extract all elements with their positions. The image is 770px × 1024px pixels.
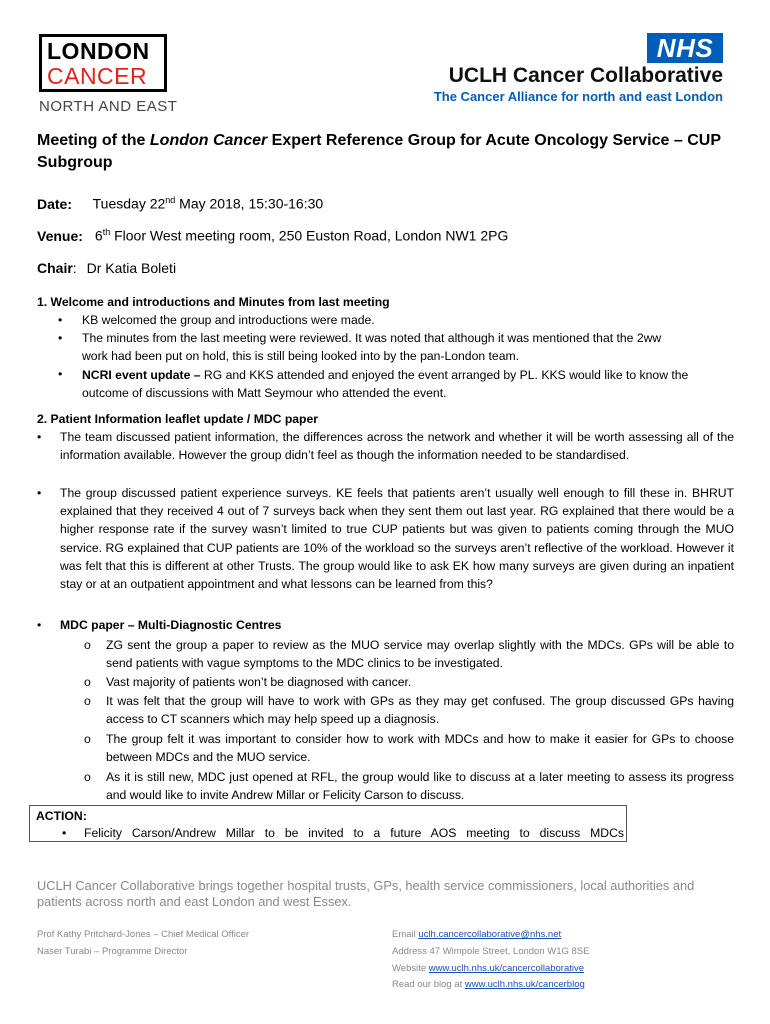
action-item: Felicity Carson/Andrew Millar to be invited to a future AOS meeting to discuss MDCs — [84, 826, 624, 840]
nhs-logo: NHS — [647, 33, 723, 63]
venue-value-rest: Floor West meeting room, 250 Euston Road, London NW1 2PG — [110, 227, 509, 244]
footer-blog — [392, 979, 585, 990]
bullet-icon: • — [62, 826, 67, 840]
section-2-heading-wrap — [37, 410, 737, 428]
section-1 — [37, 293, 737, 311]
circle-bullet-icon: o — [84, 770, 91, 784]
footer-website — [392, 963, 584, 974]
circle-bullet-icon: o — [84, 732, 91, 746]
footer-address: Address 47 Wimpole Street, London W1G 8SE — [392, 946, 590, 957]
footer-email — [392, 929, 561, 940]
page-title — [37, 130, 737, 174]
footer-person-2: Naser Turabi – Programme Director — [37, 946, 188, 957]
bullet-icon: • — [37, 618, 42, 632]
logo-line-region: NORTH AND EAST — [39, 98, 178, 115]
blog-label: Read our blog at — [392, 979, 465, 990]
website-label: Website — [392, 963, 429, 974]
date-value-rest: May 2018, 15:30-16:30 — [175, 195, 324, 212]
org-name: UCLH Cancer Collaborative — [448, 64, 723, 87]
title-part1: Meeting of the — [37, 132, 150, 149]
sub-item: Vast majority of patients won’t be diagnosed with cancer. — [106, 675, 412, 689]
date-label: Date: — [37, 195, 73, 212]
date-sup: nd — [165, 195, 176, 205]
blog-link[interactable]: www.uclh.nhs.uk/cancerblog — [464, 979, 585, 990]
section-1-list — [58, 311, 738, 402]
list-item-cont: work had been put on hold, this is still being looked into by the pan-London team. — [82, 349, 520, 364]
bullet-icon: • — [37, 486, 42, 500]
footer-person-1: Prof Kathy Pritchard-Jones – Chief Medical Officer — [37, 929, 250, 940]
email-link[interactable]: uclh.cancercollaborative@nhs.net — [418, 929, 562, 940]
venue-value: 6 — [94, 227, 103, 244]
bullet-icon: • — [58, 313, 63, 327]
sub-item: As it is still new, MDC just opened at RFL, the group would like to discuss at a later meeting to assess its progress and would like to invite Andrew Millar or Felicity Carson to discuss. — [106, 770, 734, 803]
paragraph-surveys: The group discussed patient experience surveys. KE feels that patients aren’t usually well enough to fill these in. BHRUT explained that they received 4 out of 7 surveys back when they sent them out last year. RG explained that there would be a higher response rate if the survey wasn’t limited to true CUP patients but was given to patients coming through the MUO service. RG explained that CUP patients are 10% of the workload so the surveys aren’t reflective of the workload. However it was felt that this is different at other Trusts. The group would like to ask EK how many surveys are given during an inpatient stay or at an outpatient appointment and what lessons can be learned from this? — [60, 486, 734, 592]
logo-line-cancer: CANCER — [47, 63, 148, 89]
sub-item: The group felt it was important to consider how to work with MDCs and how to make it easier for GPs to choose between MDCs and the MUO service. — [106, 732, 734, 765]
footer-intro: UCLH Cancer Collaborative brings together hospital trusts, GPs, health service commissioners, local authorities and patients across north and east London and west Essex. — [37, 878, 695, 909]
title-line2: Subgroup — [37, 154, 113, 171]
paragraph-patient-info: The team discussed patient information, the differences across the network and whether it will be worth assessing all of the information available. However the group didn’t feel as though the information needed to be standardised. — [60, 430, 734, 463]
venue-sup: th — [102, 227, 111, 237]
meeting-chair — [37, 260, 176, 276]
list-item-cont: outcome of discussions with Matt Seymour who attended the event. — [82, 385, 447, 400]
website-link[interactable]: www.uclh.nhs.uk/cancercollaborative — [428, 963, 585, 974]
venue-label: Venue: — [37, 227, 83, 244]
ncri-label: NCRI event update – — [82, 367, 201, 382]
list-item: RG and KKS attended and enjoyed the event arranged by PL. KKS would like to know the — [200, 367, 689, 382]
org-tagline: The Cancer Alliance for north and east London — [433, 89, 723, 104]
date-value: Tuesday 22 — [92, 195, 166, 212]
bullet-icon: • — [37, 430, 42, 444]
title-italic: London Cancer — [149, 132, 268, 149]
meeting-date — [37, 195, 323, 212]
circle-bullet-icon: o — [84, 694, 91, 708]
sub-item: It was felt that the group will have to work with GPs as they may get confused. The group discussed GPs having access to CT scanners which may help speed up a diagnosis. — [106, 694, 734, 727]
list-item: KB welcomed the group and introductions were made. — [82, 313, 375, 327]
circle-bullet-icon: o — [84, 638, 91, 652]
chair-value: Dr Katia Boleti — [86, 260, 177, 276]
meeting-venue — [37, 227, 508, 244]
chair-colon: : — [72, 260, 77, 276]
sub-item: ZG sent the group a paper to review as the MUO service may overlap slightly with the MDCs. GPs will be able to send patients with vague symptoms to the MDC clinics to be investigated. — [106, 638, 734, 671]
chair-label: Chair — [37, 260, 73, 276]
list-item: The minutes from the last meeting were reviewed. It was noted that although it was mentioned that the 2ww — [82, 331, 662, 346]
circle-bullet-icon: o — [84, 675, 91, 689]
mdc-heading: MDC paper – Multi-Diagnostic Centres — [60, 618, 282, 632]
section-2-heading: 2. Patient Information leaflet update / MDC paper — [37, 412, 319, 426]
bullet-icon: • — [58, 331, 63, 345]
title-part2: Expert Reference Group for Acute Oncology Service – CUP — [267, 132, 721, 149]
action-box — [29, 805, 627, 842]
email-label: Email — [392, 929, 419, 940]
logo-line-london: LONDON — [47, 38, 150, 64]
bullet-icon: • — [58, 367, 63, 381]
section-1-heading: 1. Welcome and introductions and Minutes from last meeting — [37, 295, 390, 309]
action-label: ACTION: — [36, 809, 87, 823]
